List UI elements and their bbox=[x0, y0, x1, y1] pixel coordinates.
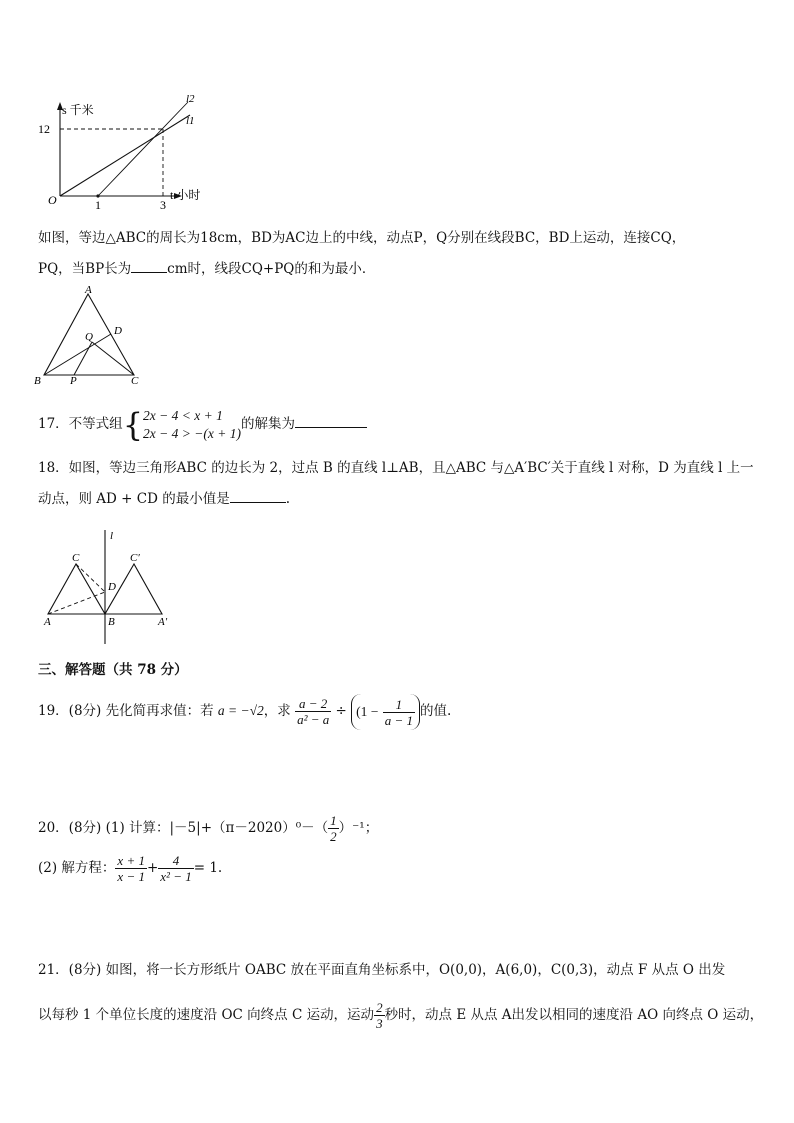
svg-text:Q: Q bbox=[85, 331, 93, 343]
svg-text:A: A bbox=[44, 616, 51, 628]
svg-text:l: l bbox=[110, 530, 114, 542]
origin-label: O bbox=[48, 193, 57, 207]
fraction-two-thirds: $\frac{2}{3}$ bbox=[376, 1000, 383, 1031]
line-l2-label: l2 bbox=[186, 93, 195, 105]
line-l1-label: l1 bbox=[186, 115, 195, 127]
symmetry-figure-18 bbox=[38, 524, 178, 646]
answer-blank-18[interactable] bbox=[230, 488, 286, 503]
svg-text:B: B bbox=[34, 375, 41, 387]
inequality-2: 2x − 4 > −(x + 1) bbox=[143, 425, 241, 441]
question-21-line2: 以每秒 1 个单位长度的速度沿 OC 向终点 C 运动，运动 $\frac{2}{3}$ 秒时，动点 E 从点 A出发以相同的速度沿 AO 向终点 O 运动， bbox=[38, 1000, 764, 1031]
svg-text:D: D bbox=[108, 581, 116, 593]
fraction-4: $\frac{4}{\text{x² − 1}}$ bbox=[160, 853, 192, 884]
triangle-figure-16 bbox=[30, 284, 145, 389]
distance-time-graph bbox=[28, 88, 208, 213]
question-19: 19．(8分) 先化简再求值：若 a = −√2，求 $\frac{a - 2}{\text{a² − a}}$ ÷ (1 − $\frac{1}{a - 1}$ 的值. bbox=[38, 690, 451, 732]
condition-a: a = −√2 bbox=[217, 703, 264, 718]
y-axis-label: s 千米 bbox=[62, 103, 94, 117]
question-20-part2: (2) 解方程： $\frac{x + 1}{x - 1}$ + $\frac{4}{\text{x² − 1}}$ = 1. bbox=[38, 853, 223, 884]
svg-text:B: B bbox=[108, 616, 115, 628]
inequality-1: 2x − 4 < x + 1 bbox=[143, 407, 223, 423]
svg-text:P: P bbox=[70, 375, 77, 387]
x-axis-label: t 小时 bbox=[170, 188, 201, 202]
svg-text:D: D bbox=[114, 325, 122, 337]
question-16-text: 如图，等边△ABC的周长为18cm，BD为AC边上的中线，动点P，Q分别在线段BC，BD上运动，连接CQ， bbox=[38, 230, 686, 246]
fraction-1: $\frac{a - 2}{\text{a² − a}}$ bbox=[297, 696, 330, 727]
answer-blank-16[interactable] bbox=[131, 258, 167, 273]
fraction-2: $\frac{1}{a - 1}$ bbox=[384, 696, 413, 728]
svg-text:C: C bbox=[131, 375, 139, 387]
fraction-3: $\frac{x + 1}{x - 1}$ bbox=[117, 853, 145, 884]
svg-text:C: C bbox=[72, 552, 80, 564]
svg-text:C′: C′ bbox=[130, 552, 140, 564]
fraction-half: $\frac{1}{2}$ bbox=[330, 813, 337, 844]
question-17: 17．不等式组{ 2x − 4 < x + 1 2x − 4 > −(x + 1) 的解集为 bbox=[38, 404, 367, 444]
question-20-part1: 20．(8分) (1) 计算：|－5|+（π－2020）⁰－（ $\frac{1}{2}$ ）⁻¹； bbox=[38, 813, 379, 844]
svg-text:A′: A′ bbox=[158, 616, 168, 628]
x-tick-1: 1 bbox=[95, 198, 101, 212]
question-18-line1: 18．如图，等边三角形ABC 的边长为 2，过点 B 的直线 l⊥AB，且△ABC 与△A′BC′关于直线 l 对称，D 为直线 l 上一 bbox=[38, 460, 754, 476]
answer-blank-17[interactable] bbox=[295, 413, 367, 428]
question-16-line1 bbox=[38, 228, 685, 248]
question-21-line1: 21．(8分) 如图，将一长方形纸片 OABC 放在平面直角坐标系中，O(0,0)，A(6,0)，C(0,3)，动点 F 从点 O 出发 bbox=[38, 962, 726, 978]
y-tick-12: 12 bbox=[38, 122, 50, 136]
question-16-line2: PQ，当BP长为 cm时，线段CQ+PQ的和为最小． bbox=[38, 258, 375, 279]
svg-text:A: A bbox=[85, 284, 92, 296]
question-18-line2: 动点，则 AD + CD 的最小值是 . bbox=[38, 488, 290, 509]
section-3-heading: 三、解答题（共 78 分） bbox=[38, 662, 188, 678]
x-tick-3: 3 bbox=[160, 198, 166, 212]
